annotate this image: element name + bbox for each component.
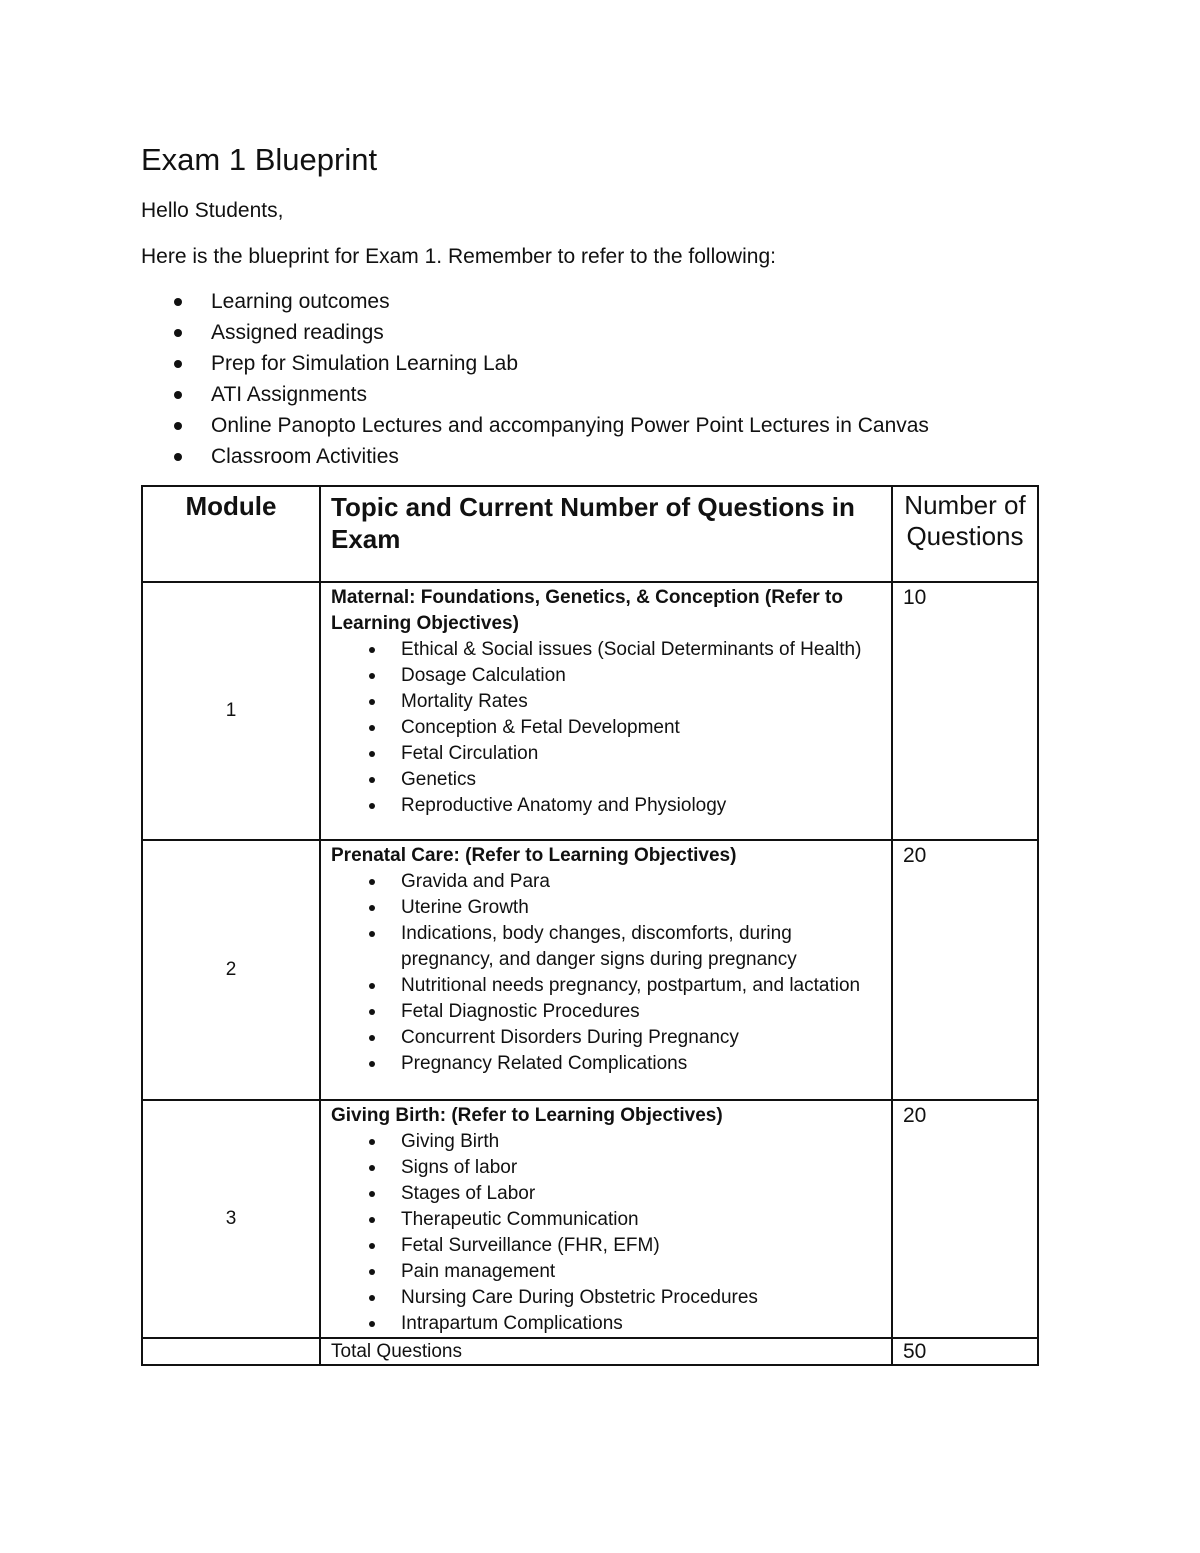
bullet-icon bbox=[174, 329, 182, 337]
bullet-icon bbox=[369, 1269, 375, 1275]
bullet-icon bbox=[369, 1009, 375, 1015]
list-item-text: Prep for Simulation Learning Lab bbox=[211, 352, 519, 375]
table-row bbox=[142, 840, 1038, 1100]
list-item-text: Ethical & Social issues (Social Determinants of Health) bbox=[401, 639, 862, 660]
total-row bbox=[142, 1338, 1038, 1365]
bullet-icon bbox=[369, 1217, 375, 1223]
topic-cell bbox=[320, 840, 892, 1100]
list-item-text: Gravida and Para bbox=[401, 871, 550, 892]
list-item bbox=[331, 1051, 881, 1077]
question-count: 20 bbox=[892, 1100, 1038, 1338]
page-title: Exam 1 Blueprint bbox=[141, 142, 378, 177]
list-item-text: Mortality Rates bbox=[401, 691, 528, 712]
list-item-text: Indications, body changes, discomforts, during pregnancy, and danger signs during pregnancy bbox=[401, 923, 797, 970]
list-item-text: Giving Birth bbox=[401, 1131, 500, 1152]
bullet-icon bbox=[369, 1165, 375, 1171]
list-item bbox=[331, 1155, 881, 1181]
topic-list bbox=[331, 1129, 881, 1337]
bullet-icon bbox=[369, 879, 375, 885]
intro-text: Here is the blueprint for Exam 1. Remember to refer to the following: bbox=[141, 245, 776, 268]
list-item bbox=[331, 767, 881, 793]
topic-cell bbox=[320, 1100, 892, 1338]
bullet-icon bbox=[369, 1243, 375, 1249]
bullet-icon bbox=[174, 298, 182, 306]
list-item-text: Learning outcomes bbox=[211, 290, 390, 313]
list-item-text: Pain management bbox=[401, 1261, 556, 1282]
bullet-icon bbox=[369, 777, 375, 783]
bullet-icon bbox=[174, 422, 182, 430]
bullet-icon bbox=[369, 751, 375, 757]
list-item-text: Genetics bbox=[401, 769, 476, 790]
list-item bbox=[331, 1129, 881, 1155]
list-item-text: Concurrent Disorders During Pregnancy bbox=[401, 1027, 739, 1048]
greeting: Hello Students, bbox=[141, 199, 284, 222]
list-item-text: Fetal Diagnostic Procedures bbox=[401, 1001, 640, 1022]
bullet-icon bbox=[369, 931, 375, 937]
list-item bbox=[331, 1311, 881, 1337]
topic-heading: Prenatal Care: (Refer to Learning Objectives) bbox=[331, 845, 737, 866]
total-value: 50 bbox=[892, 1338, 1038, 1365]
list-item-text: Fetal Circulation bbox=[401, 743, 539, 764]
question-count: 20 bbox=[892, 840, 1038, 1100]
question-count: 10 bbox=[892, 582, 1038, 840]
bullet-icon bbox=[369, 1295, 375, 1301]
header-module: Module bbox=[142, 486, 320, 582]
total-module-cell bbox=[142, 1338, 320, 1365]
list-item bbox=[331, 663, 881, 689]
table-row bbox=[142, 1100, 1038, 1338]
list-item-text: Dosage Calculation bbox=[401, 665, 566, 686]
list-item-text: Nursing Care During Obstetric Procedures bbox=[401, 1287, 758, 1308]
module-number: 3 bbox=[142, 1100, 320, 1338]
list-item bbox=[331, 637, 881, 663]
list-item-text: Conception & Fetal Development bbox=[401, 717, 680, 738]
topic-heading: Giving Birth: (Refer to Learning Objectives) bbox=[331, 1105, 723, 1126]
bullet-icon bbox=[369, 647, 375, 653]
table-row bbox=[142, 582, 1038, 840]
list-item-text: ATI Assignments bbox=[211, 383, 368, 406]
header-count: Number of Questions bbox=[892, 486, 1038, 582]
list-item bbox=[331, 1233, 881, 1259]
topic-cell bbox=[320, 582, 892, 840]
list-item bbox=[331, 1285, 881, 1311]
bullet-icon bbox=[369, 725, 375, 731]
bullet-icon bbox=[174, 360, 182, 368]
list-item-text: Uterine Growth bbox=[401, 897, 529, 918]
list-item bbox=[141, 410, 929, 441]
topic-list bbox=[331, 869, 881, 1077]
list-item-text: Nutritional needs pregnancy, postpartum, and lactation bbox=[401, 975, 861, 996]
list-item bbox=[331, 689, 881, 715]
list-item-text: Pregnancy Related Complications bbox=[401, 1053, 688, 1074]
list-item bbox=[331, 1259, 881, 1285]
bullet-icon bbox=[369, 699, 375, 705]
reference-list bbox=[141, 286, 929, 472]
list-item bbox=[331, 921, 881, 973]
list-item bbox=[331, 1025, 881, 1051]
list-item bbox=[141, 441, 929, 472]
list-item-text: Signs of labor bbox=[401, 1157, 518, 1178]
module-number: 1 bbox=[142, 582, 320, 840]
bullet-icon bbox=[369, 1061, 375, 1067]
list-item-text: Therapeutic Communication bbox=[401, 1209, 639, 1230]
list-item bbox=[331, 895, 881, 921]
topic-heading: Maternal: Foundations, Genetics, & Conception (Refer to Learning Objectives) bbox=[331, 587, 843, 634]
header-topic: Topic and Current Number of Questions in Exam bbox=[320, 486, 892, 582]
list-item-text: Assigned readings bbox=[211, 321, 384, 344]
bullet-icon bbox=[369, 1321, 375, 1327]
list-item bbox=[141, 317, 929, 348]
list-item-text: Stages of Labor bbox=[401, 1183, 536, 1204]
topic-list bbox=[331, 637, 881, 819]
bullet-icon bbox=[369, 1191, 375, 1197]
list-item-text: Fetal Surveillance (FHR, EFM) bbox=[401, 1235, 660, 1256]
list-item bbox=[331, 999, 881, 1025]
list-item bbox=[331, 715, 881, 741]
list-item-text: Intrapartum Complications bbox=[401, 1313, 623, 1334]
bullet-icon bbox=[369, 803, 375, 809]
list-item bbox=[141, 348, 929, 379]
bullet-icon bbox=[369, 1139, 375, 1145]
list-item bbox=[331, 793, 881, 819]
list-item bbox=[331, 973, 881, 999]
bullet-icon bbox=[174, 391, 182, 399]
total-label: Total Questions bbox=[320, 1338, 892, 1365]
blueprint-table bbox=[141, 485, 1039, 1366]
list-item-text: Classroom Activities bbox=[211, 445, 399, 468]
list-item-text: Reproductive Anatomy and Physiology bbox=[401, 795, 727, 816]
table-header-row bbox=[142, 486, 1038, 582]
bullet-icon bbox=[369, 983, 375, 989]
bullet-icon bbox=[369, 673, 375, 679]
list-item-text: Online Panopto Lectures and accompanying Power Point Lectures in Canvas bbox=[211, 414, 929, 437]
list-item bbox=[331, 1207, 881, 1233]
bullet-icon bbox=[369, 905, 375, 911]
list-item bbox=[141, 379, 929, 410]
bullet-icon bbox=[174, 453, 182, 461]
list-item bbox=[331, 741, 881, 767]
list-item bbox=[331, 869, 881, 895]
list-item bbox=[331, 1181, 881, 1207]
bullet-icon bbox=[369, 1035, 375, 1041]
module-number: 2 bbox=[142, 840, 320, 1100]
list-item bbox=[141, 286, 929, 317]
